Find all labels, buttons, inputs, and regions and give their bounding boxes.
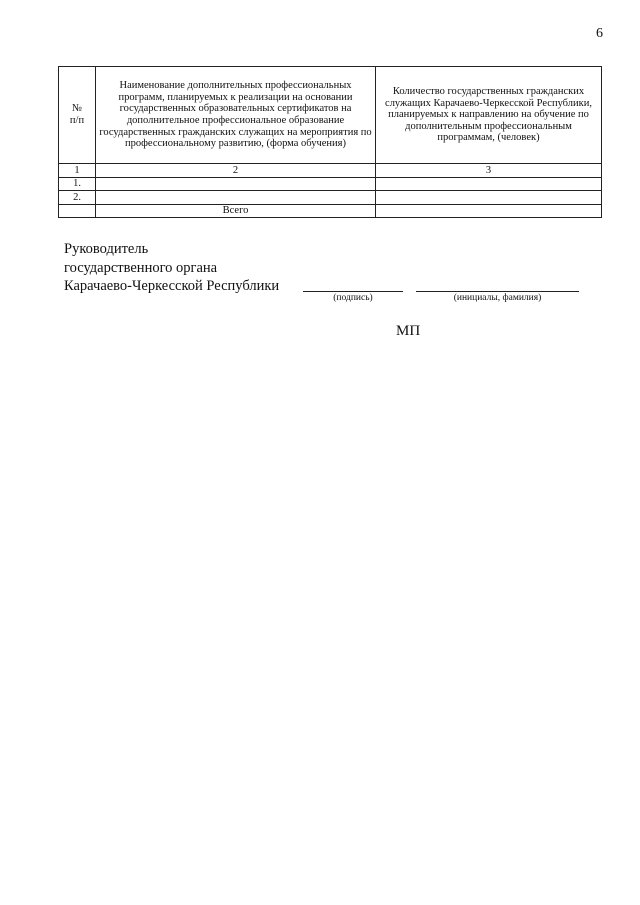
employee-count-cell[interactable] [376, 191, 602, 205]
header-num-label: № п/п [69, 103, 85, 126]
total-label: Всего [96, 204, 376, 218]
name-caption: (инициалы, фамилия) [453, 293, 542, 303]
row-number-cell: 1. [59, 177, 96, 191]
column-index-cell: 1 [59, 164, 96, 178]
header-row-number [59, 67, 96, 164]
total-count-cell[interactable] [376, 204, 602, 218]
header-program-name [96, 67, 376, 164]
signatory-title [64, 240, 279, 296]
header-count-label: Количество государственных гражданских служащих Карачаево-Черкесской Республики, планируемых к направлению на обучение по дополнительным профессиональным программам, (человек) [385, 86, 592, 144]
page-number: 6 [596, 26, 603, 41]
signatory-line-1: Руководитель [64, 241, 149, 257]
table-row [59, 191, 602, 205]
column-index-row [59, 164, 602, 178]
signature-line[interactable] [303, 291, 403, 292]
column-index-cell: 2 [96, 164, 376, 178]
table-header-row [59, 67, 602, 164]
total-empty-cell [59, 204, 96, 218]
program-name-cell[interactable] [96, 191, 376, 205]
total-row [59, 204, 602, 218]
signatory-line-2: государственного органа [64, 259, 218, 276]
employee-count-cell[interactable] [376, 177, 602, 191]
signature-caption: (подпись) [333, 293, 373, 303]
name-line[interactable] [416, 291, 579, 292]
program-name-cell[interactable] [96, 177, 376, 191]
stamp-place-label: МП [396, 323, 421, 339]
table-row [59, 177, 602, 191]
row-number-cell: 2. [59, 191, 96, 205]
program-plan-table [58, 66, 602, 218]
column-index-cell: 3 [376, 164, 602, 178]
header-employee-count [376, 67, 602, 164]
signatory-line-3: Карачаево-Черкесской Республики [64, 278, 280, 294]
header-program-label: Наименование дополнительных профессиональных программ, планируемых к реализации на основании государственных образовательных сертификатов на дополнительное профессиональное образование государственных гражданских служащих на мероприятия по профессиональному развитию, (форма обучения) [99, 80, 372, 150]
